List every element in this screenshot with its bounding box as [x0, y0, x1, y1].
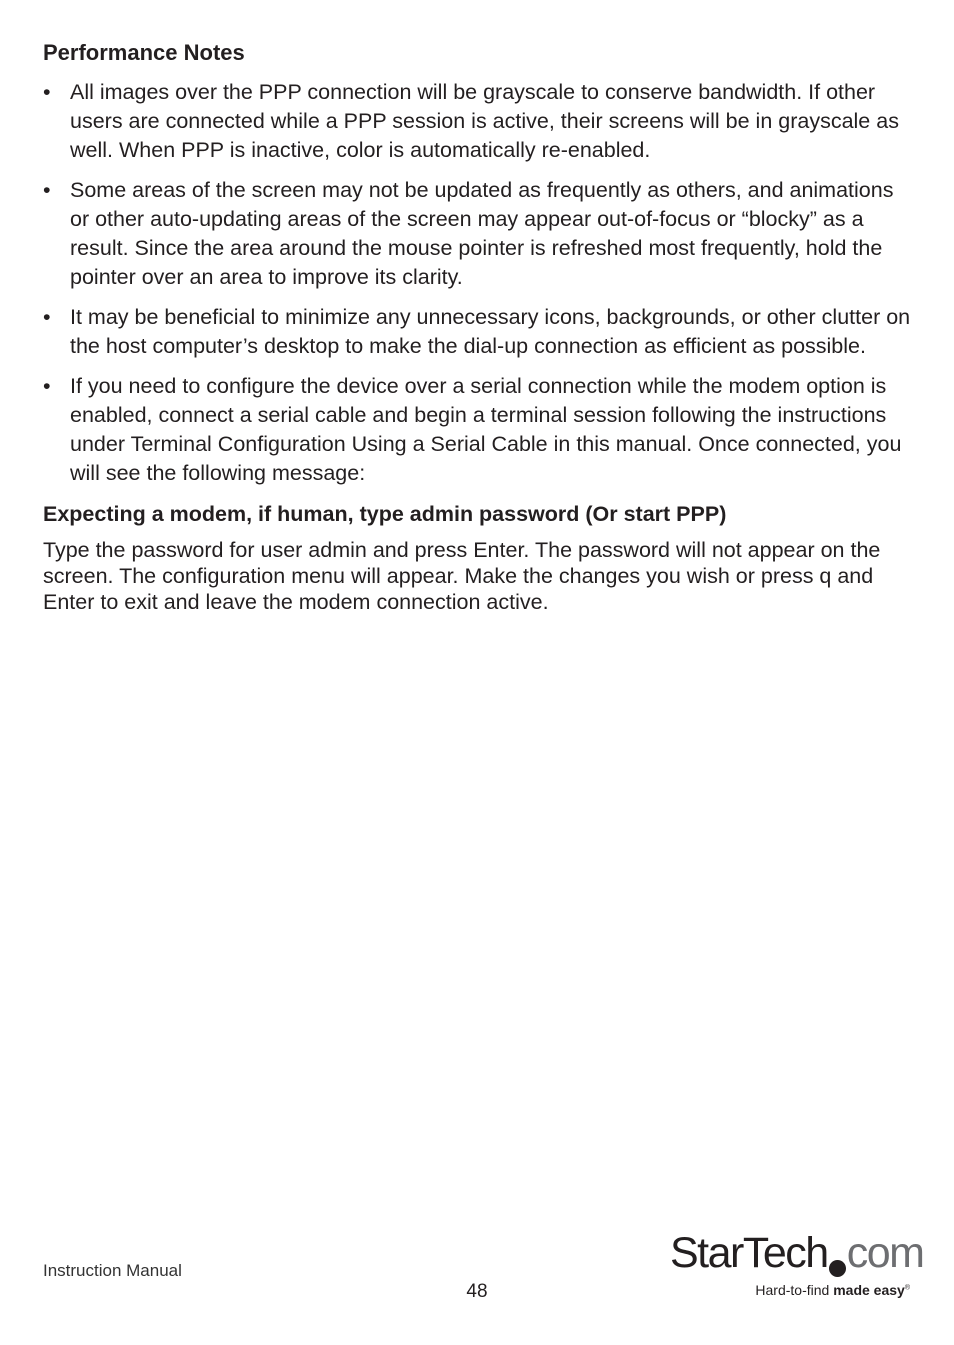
bullet-icon: • [43, 305, 51, 329]
list-item [43, 78, 915, 165]
list-item [43, 303, 915, 361]
list-item-text: Some areas of the screen may not be updated as frequently as others, and animations or other auto-updating areas of the screen may appear out-of-focus or “blocky” as a result. Since the area around the mouse pointer is refreshed most frequently, hold the pointer over an area to improve its clarity. [70, 178, 894, 289]
list-item-text: All images over the PPP connection will be grayscale to conserve bandwidth. If other users are connected while a PPP session is active, their screens will be in grayscale as well. When PPP is inactive, color is automatically re-enabled. [70, 80, 899, 162]
startech-logo [670, 1228, 924, 1304]
logo-dot-icon [829, 1260, 846, 1277]
list-item-text: It may be beneficial to minimize any unnecessary icons, backgrounds, or other clutter on the host computer’s desktop to make the dial-up connection as efficient as possible. [70, 305, 911, 358]
section-title: Performance Notes [43, 40, 245, 65]
modem-message-heading: Expecting a modem, if human, type admin password (Or start PPP) [43, 502, 727, 526]
registered-mark: ® [904, 1284, 910, 1292]
bullet-icon: • [43, 374, 51, 398]
manual-label: Instruction Manual [43, 1261, 182, 1280]
logo-name: StarTech [670, 1229, 828, 1277]
list-item [43, 372, 915, 488]
page-content [43, 38, 915, 615]
bullet-icon: • [43, 178, 51, 202]
logo-domain: com [846, 1229, 924, 1277]
list-item-text: If you need to configure the device over a serial connection while the modem option is enabled, connect a serial cable and begin a terminal session following the instructions under Terminal Configuration Using a Serial Cable in this manual. Once connected, you will see the following message: [70, 374, 902, 485]
logo-tagline [755, 1282, 910, 1298]
logo-wordmark [670, 1228, 923, 1278]
page-number: 48 [466, 1281, 488, 1302]
tagline-regular: Hard-to-find [755, 1282, 830, 1298]
tagline-bold: made easy [833, 1282, 905, 1298]
performance-notes-list [43, 78, 915, 488]
list-item [43, 176, 915, 292]
instruction-paragraph: Type the password for user admin and press Enter. The password will not appear on the screen. The configuration menu will appear. Make the changes you wish or press q and Enter to exit and leave the modem connection active. [43, 538, 881, 614]
bullet-icon: • [43, 80, 51, 104]
